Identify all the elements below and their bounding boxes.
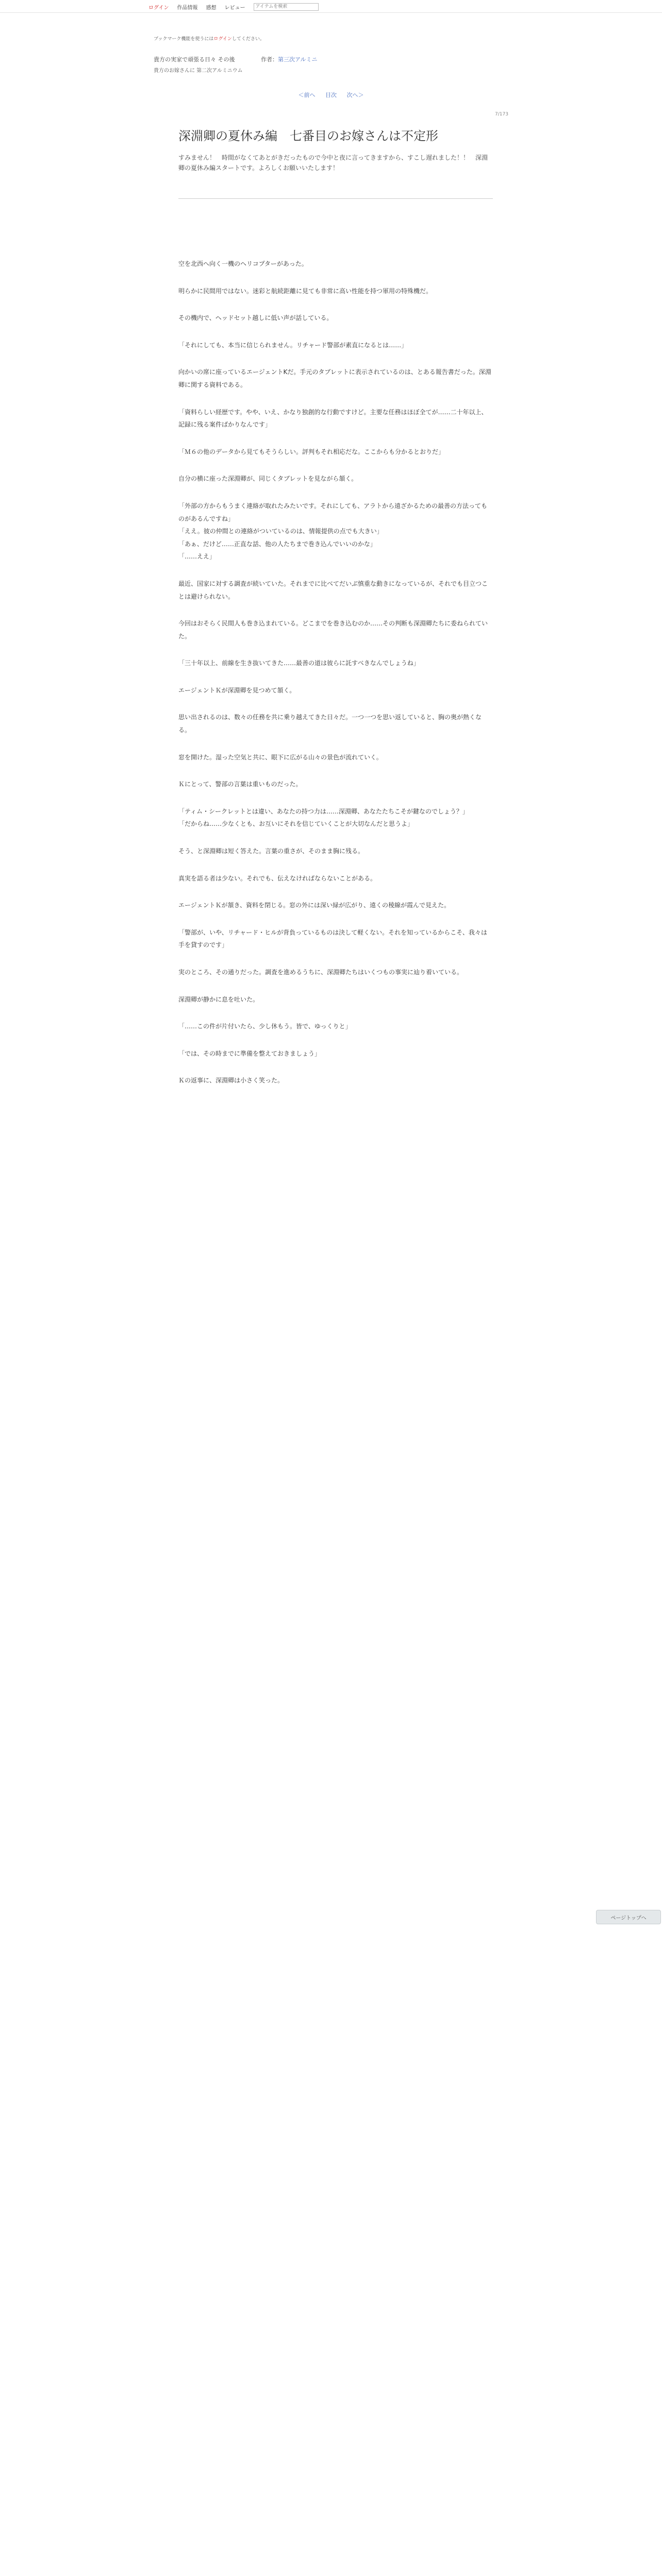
body-paragraph: そう、と深淵卿は短く答えた。言葉の重さが、そのまま胸に残る。 — [178, 848, 365, 855]
paragraph-gap — [178, 325, 493, 339]
body-paragraph: 「それにしても、本当に信じられません。リチャード警部が素直になるとは……」 — [178, 341, 408, 349]
body-paragraph: その機内で、ヘッドセット越しに低い声が話している。 — [178, 314, 333, 322]
paragraph-gap — [178, 1006, 493, 1020]
preface-text — [178, 152, 493, 174]
paragraph-gap — [178, 670, 493, 684]
body-paragraph: 「ティム・シークレットとは違い、あなたの持つ力は……深淵卿、あなたたちこそが鍵なのでしょう？」 — [178, 807, 469, 815]
works-link[interactable]: 作品情報 — [177, 5, 198, 11]
body-paragraph: 「……ええ」 — [178, 553, 216, 561]
paragraph-gap — [178, 885, 493, 899]
body-paragraph: 「警部が、いや、リチャード・ヒルが背負っているものは決して軽くない。それを知っているからこそ、我々は手を貸すのです」 — [178, 928, 487, 949]
body-paragraph: 「Ｍ６の他のデータから見てもそうらしい。評判もそれ相応だな。ここからも分かるとおりだ」 — [178, 448, 445, 455]
paragraph-gap — [178, 392, 493, 406]
paragraph-gap — [178, 952, 493, 966]
chapter-number: 7/173 — [495, 112, 508, 117]
paragraph-gap — [178, 737, 493, 751]
body-paragraph: 思い出されるのは、数々の任務を共に乗り越えてきた日々だ。一つ一つを思い返していると、胸の奥が熱くなる。 — [178, 714, 482, 734]
paragraph-gap — [178, 431, 493, 446]
paragraph-gap — [178, 979, 493, 993]
body-paragraph: 「あぁ、だけど……正直な話、他の人たちまで巻き込んでいいのかな」 — [178, 540, 376, 548]
chapter-pager — [0, 91, 662, 99]
body-paragraph: エージェントＫが頷き、資料を閉じる。窓の外には深い緑が広がり、遠くの稜線が霞んで見えた。 — [178, 902, 451, 909]
search-input[interactable] — [254, 3, 319, 11]
paragraph-gap — [178, 458, 493, 472]
body-paragraph: Ｋの返事に、深淵卿は小さく笑った。 — [178, 1077, 284, 1084]
paragraph-gap — [178, 563, 493, 578]
preface-paragraph: すみません！ 時間がなくてあとがきだったもので今中と夜に言ってきますから、すこし遅れました！！ 深淵卿の夏休み編スタートです。よろしくお願いいたします！ — [178, 154, 488, 172]
body-paragraph: Ｋにとって、警部の言葉は重いものだった。 — [178, 781, 302, 788]
body-paragraph: 「資料らしい経歴です。やや、いえ、かなり独創的な行動ですけど。主要な任務はほぼ全てが……二十年以上、記録に残る案件ばかりなんです」 — [178, 408, 488, 429]
paragraph-gap — [178, 1033, 493, 1047]
author-line — [261, 55, 318, 63]
author-prefix: 作者： — [261, 56, 278, 63]
body-paragraph: 実のところ、その通りだった。調査を進めるうちに、深淵卿たちはいくつもの事実に辿り着いている。 — [178, 969, 464, 976]
paragraph-gap — [178, 858, 493, 872]
comment-link[interactable]: 感想 — [206, 5, 217, 11]
paragraph-gap — [178, 642, 493, 657]
body-paragraph: 今回はおそらく民間人も巻き込まれている。どこまでを巻き込むのか……その判断も深淵卿たちに委ねられていた。 — [178, 620, 488, 640]
paragraph-gap — [178, 297, 493, 312]
bookmark-login-link[interactable]: ログイン — [213, 37, 232, 42]
paragraph-gap — [178, 831, 493, 845]
prev-chapter-link[interactable]: ＜前へ — [298, 92, 316, 98]
body-paragraph: 真実を語る者は少ない。それでも、伝えなければならないことがある。 — [178, 874, 377, 882]
chapter-body — [178, 258, 493, 1087]
body-paragraph: 「ええ。彼の仲間との連絡がついているのは、情報提供の点でも大きい」 — [178, 528, 383, 535]
body-paragraph: 「だからね……少なくとも、お互いにそれを信じていくことが大切なんだと思うよ」 — [178, 820, 414, 828]
body-paragraph: 空を北西へ向く一機のヘリコプターがあった。 — [178, 260, 308, 267]
divider — [178, 198, 493, 199]
top-navigation-bar — [0, 0, 662, 13]
paragraph-gap — [178, 1060, 493, 1074]
chapter-title: 深淵卿の夏休み編 七番目のお嫁さんは不定形 — [178, 129, 438, 143]
paragraph-gap — [178, 791, 493, 805]
paragraph-gap — [178, 603, 493, 617]
body-paragraph: 明らかに民間用ではない。迷彩と航続距離に見ても非常に高い性能を持つ軍用の特殊機だ。 — [178, 287, 433, 295]
body-paragraph: エージェントＫが深淵卿を見つめて頷く。 — [178, 686, 296, 694]
body-paragraph: 「外部の方からもうまく連絡が取れたみたいです。それにしても、アラトから遠ざかるための最善の方法ってものがあるんですね」 — [178, 502, 488, 522]
paragraph-gap — [178, 912, 493, 926]
paragraph-gap — [178, 764, 493, 778]
paragraph-gap — [178, 697, 493, 711]
index-link[interactable]: 目次 — [325, 92, 337, 98]
chapter-subtitle: 貴方のお嫁さんに 第二次アルミニウム — [154, 68, 243, 74]
review-link[interactable]: レビュー — [224, 5, 245, 11]
login-link[interactable]: ログイン — [148, 5, 169, 11]
bookmark-notice-suffix: してください。 — [231, 37, 264, 42]
nav-menu — [148, 3, 319, 11]
author-link[interactable]: 第三次アルミニ — [278, 56, 318, 63]
body-paragraph: 「では、その時までに準備を整えておきましょう」 — [178, 1049, 321, 1057]
page-top-button[interactable]: ページトップへ — [596, 1910, 661, 1924]
paragraph-gap — [178, 485, 493, 500]
bookmark-notice-prefix: ブックマーク機能を使うには — [154, 37, 214, 42]
body-paragraph: 「三十年以上、前線を生き抜いてきた……最善の道は彼らに託すべきなんでしょうね」 — [178, 659, 420, 667]
body-paragraph: 深淵卿が静かに息を吐いた。 — [178, 995, 259, 1003]
body-paragraph: 窓を開けた。湿った空気と共に、眼下に広がる山々の景色が流れていく。 — [178, 753, 383, 761]
bookmark-notice — [154, 35, 264, 42]
body-paragraph: 向かいの席に座っているエージェントKだ。手元のタブレットに表示されているのは、とある報告書だった。深淵卿に関する資料である。 — [178, 368, 491, 388]
paragraph-gap — [178, 351, 493, 366]
body-paragraph: 自分の横に座った深淵卿が、同じくタブレットを見ながら頷く。 — [178, 475, 358, 483]
series-title[interactable]: 貴方の実家で頑張る日々 その後 — [154, 56, 235, 63]
body-paragraph: 最近、国家に対する調査が続いていた。それまでに比べてだいぶ慎重な動きになっているが、それでも目立つことは避けられない。 — [178, 580, 488, 600]
paragraph-gap — [178, 270, 493, 285]
body-paragraph: 「……この件が片付いたら、少し休もう。皆で、ゆっくりと」 — [178, 1023, 352, 1030]
next-chapter-link[interactable]: 次へ＞ — [346, 92, 364, 98]
